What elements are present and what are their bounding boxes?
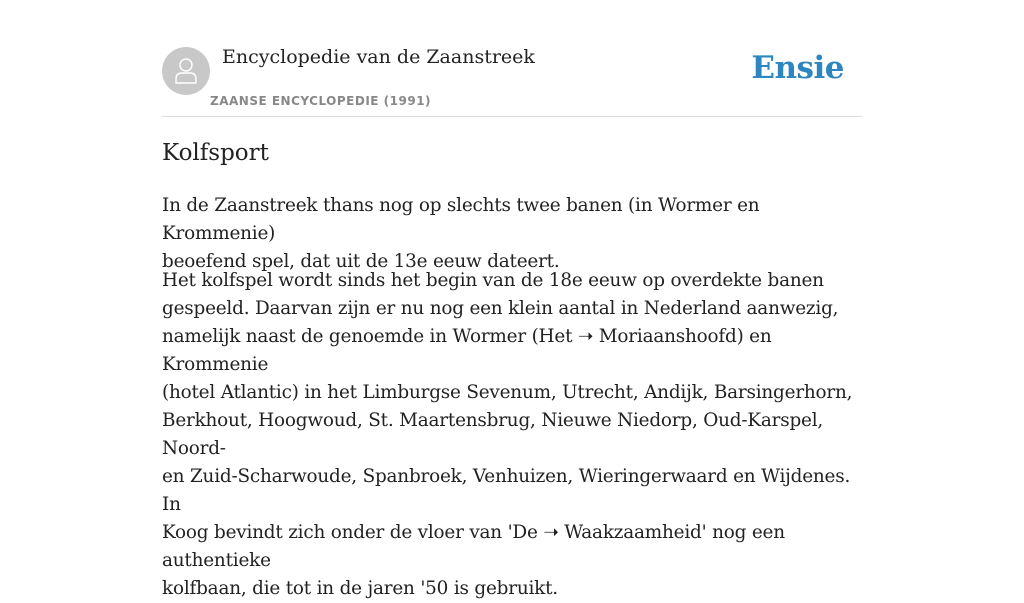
header (162, 0, 862, 117)
arrow-icon: ➝ (577, 326, 594, 347)
paragraph-1 (162, 192, 862, 276)
paragraph-1-line-1: In de Zaanstreek thans nog op slechts twee banen (in Wormer en Krommenie) (162, 195, 760, 244)
paragraph-2-line-5: Berkhout, Hoogwoud, St. Maartensbrug, Nieuwe Niedorp, Oud-Karspel, Noord- (162, 410, 824, 459)
source-title[interactable]: Encyclopedie van de Zaanstreek (222, 46, 535, 68)
arrow-icon: ➝ (543, 522, 559, 543)
page (162, 0, 862, 599)
paragraph-2-line-4: (hotel Atlantic) in het Limburgse Sevenum, Utrecht, Andijk, Barsingerhorn, (162, 382, 853, 403)
article-title: Kolfsport (162, 140, 269, 166)
paragraph-2-line-8: kolfbaan, die tot in de jaren '50 is gebruikt. (162, 578, 558, 599)
link-moriaanshoofd[interactable]: Moriaanshoofd (598, 326, 737, 347)
brand-logo[interactable]: Ensie (751, 50, 844, 86)
paragraph-2-line-1: Het kolfspel wordt sinds het begin van de 18e eeuw op overdekte banen (162, 270, 824, 291)
paragraph-2-line-7-start: Koog bevindt zich onder de vloer van 'De (162, 522, 544, 543)
avatar (162, 47, 210, 95)
user-icon (174, 57, 198, 85)
paragraph-1-line-2: beoefend spel, dat uit de 13e eeuw dateert. (162, 251, 560, 272)
paragraph-2 (162, 267, 862, 603)
link-waakzaamheid[interactable]: Waakzaamheid (564, 522, 702, 543)
paragraph-2-line-6: en Zuid-Scharwoude, Spanbroek, Venhuizen, Wieringerwaard en Wijdenes. In (162, 466, 851, 515)
paragraph-2-line-3-start: namelijk naast de genoemde in Wormer (Het (162, 326, 578, 347)
paragraph-2-line-2: gespeeld. Daarvan zijn er nu nog een klein aantal in Nederland aanwezig, (162, 298, 839, 319)
paragraph-2-line-7-end: ' nog een authentieke (162, 522, 785, 571)
paragraph-2-line-3-end: ) en Krommenie (162, 326, 772, 375)
source-subtitle[interactable]: ZAANSE ENCYCLOPEDIE (1991) (210, 94, 432, 108)
